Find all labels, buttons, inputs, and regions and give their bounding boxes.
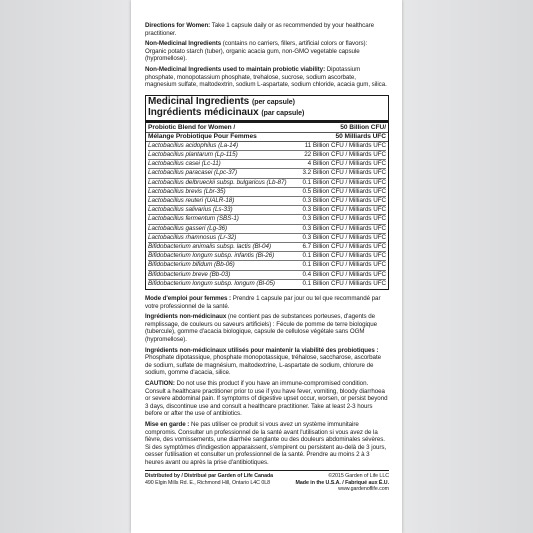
directions-fr-text: Prendre 1 capsule par jour ou tel que recommandé par votre professionnel de la santé. bbox=[145, 295, 381, 310]
non-medicinal-viability-en-label: Non-Medicinal Ingredients used to maintain probiotic viability: bbox=[145, 65, 326, 73]
blend-fr: Mélange Probiotique Pour Femmes bbox=[148, 132, 257, 140]
non-medicinal-viability-fr-label: Ingrédients non-médicinaux utilisés pour maintenir la viabilité des probiotiques : bbox=[145, 346, 379, 354]
ingredient-name: Lactobacillus acidophilus (La-14) bbox=[148, 141, 239, 149]
ingredient-amount: 0.3 Billion CFU / Milliards UFC bbox=[302, 215, 386, 223]
non-medicinal-en bbox=[145, 40, 389, 63]
directions-en bbox=[145, 22, 389, 37]
ingredient-amount: 0.1 Billion CFU / Milliards UFC bbox=[302, 178, 386, 186]
caution-fr-text: Ne pas utiliser ce produit si vous avez un système immunitaire compromis. Consulter un professionnel de la santé avant l'utilisation si vous avez de la fièvre, des vomissements, une diarrhée sanglante ou des douleurs abdominales sévères. Si des symptômes d'indigestion apparaissent, s'empirent ou persistent au-delà de 3 jours, cesser l'utilisation et consulter un professionnel de la santé. Prendre au moins 2 à 3 heures avant ou après la prise d'antibiotiques. bbox=[145, 420, 387, 466]
ingredient-amount: 0.3 Billion CFU / Milliards UFC bbox=[302, 224, 386, 232]
ingredient-row bbox=[148, 205, 386, 214]
ingredient-amount: 0.3 Billion CFU / Milliards UFC bbox=[302, 233, 386, 241]
caution-en-text: Do not use this product if you have an immune-compromised condition. Consult a healthcare practitioner prior to use if you have fever, vomiting, bloody diarrhoea or severe abdominal pain. If symptoms of digestive upset occur, worsen, or persist beyond 3 days, discontinue use and consult a healthcare practitioner. Take at least 2-3 hours before or after the use of antibiotics. bbox=[145, 379, 388, 418]
ingredient-amount: 0.4 Billion CFU / Milliards UFC bbox=[302, 270, 386, 278]
panel-thick-rule bbox=[146, 120, 388, 123]
caution-en-label: CAUTION: bbox=[145, 379, 175, 387]
blend-fr-amount: 50 Milliards UFC bbox=[335, 132, 386, 140]
distributor-address: 490 Elgin Mills Rd. E., Richmond Hill, Ontario L4C 0L8 bbox=[145, 479, 271, 486]
ingredient-name: Lactobacillus plantarum (Lp-115) bbox=[148, 150, 238, 158]
copyright: ©2015 Garden of Life LLC bbox=[328, 473, 389, 480]
blend-en-amount: 50 Billion CFU/ bbox=[340, 123, 386, 131]
distributed-by: Distributed by / Distribué par Garden of Life Canada bbox=[145, 473, 274, 480]
ingredient-name: Bifidobacterium breve (Bb-03) bbox=[148, 270, 231, 278]
ingredient-amount: 0.1 Billion CFU / Milliards UFC bbox=[302, 252, 386, 260]
ingredient-name: Lactobacillus rhamnosus (Lr-32) bbox=[148, 233, 237, 241]
ingredient-row bbox=[148, 150, 386, 159]
panel-title-fr-text: Ingrédients médicinaux bbox=[148, 106, 259, 118]
ingredient-amount: 6.7 Billion CFU / Milliards UFC bbox=[302, 242, 386, 250]
ingredient-name: Bifidobacterium animalis subsp. lactis (Bl-04) bbox=[148, 242, 271, 250]
website: www.gardenoflife.com bbox=[338, 486, 389, 493]
blend-en: Probiotic Blend for Women / bbox=[148, 123, 236, 131]
ingredient-row bbox=[148, 279, 386, 288]
ingredient-amount: 11 Billion CFU / Milliards UFC bbox=[304, 141, 386, 149]
ingredient-name: Lactobacillus casei (Lc-11) bbox=[148, 160, 221, 168]
non-medicinal-fr bbox=[145, 313, 389, 343]
panel-title-fr bbox=[148, 108, 386, 119]
non-medicinal-fr-text: (ne contient pas de substances porteuses, d'agents de remplissage, de couleurs ou saveurs artificiels) : Fécule de pomme de terre biologique (tubercule), gomme d'acacia biologique, capsule de cellulose végétale sans OGM (hypromellose). bbox=[145, 313, 377, 343]
ingredient-name: Lactobacillus salivarius (Ls-33) bbox=[148, 206, 233, 214]
caution-fr-label: Mise en garde : bbox=[145, 420, 190, 428]
ingredient-row bbox=[148, 224, 386, 233]
non-medicinal-viability-en bbox=[145, 66, 389, 89]
caution-fr bbox=[145, 421, 389, 467]
ingredient-row bbox=[148, 187, 386, 196]
ingredient-name: Bifidobacterium longum subsp. longum (Bl-05) bbox=[148, 279, 275, 287]
ingredient-row bbox=[148, 196, 386, 205]
ingredient-amount: 3.2 Billion CFU / Milliards UFC bbox=[302, 169, 386, 177]
non-medicinal-viability-fr-text: Phosphate dipotassique, phosphate monopotassique, tréhalose, saccharose, ascorbate de sodium, sulfate de magnésium, maltodextrine, L-aspartate de sodium, chlorure de sodium, gomme d'acacia, silice. bbox=[145, 354, 381, 377]
non-medicinal-en-label: Non-Medicinal Ingredients bbox=[145, 40, 222, 48]
ingredient-row bbox=[148, 214, 386, 223]
ingredient-row bbox=[148, 260, 386, 269]
ingredient-row bbox=[148, 251, 386, 260]
ingredient-amount: 0.3 Billion CFU / Milliards UFC bbox=[302, 196, 386, 204]
ingredient-amount: 22 Billion CFU / Milliards UFC bbox=[304, 150, 386, 158]
non-medicinal-viability-fr bbox=[145, 347, 389, 377]
ingredient-amount: 0.3 Billion CFU / Milliards UFC bbox=[302, 206, 386, 214]
ingredient-row bbox=[148, 270, 386, 279]
non-medicinal-fr-label: Ingrédients non-médicinaux bbox=[145, 313, 227, 321]
blend-row-en bbox=[148, 124, 386, 132]
made-in: Made in the U.S.A. / Fabriqué aux É.U. bbox=[295, 479, 389, 486]
ingredient-name: Lactobacillus paracasei (Lpc-37) bbox=[148, 169, 238, 177]
non-medicinal-en-text: (contains no carriers, fillers, artificial colors or flavors): Organic potato starch (tuber), organic acacia gum, non-GMO vegetable capsule (hypromellose). bbox=[145, 40, 368, 63]
directions-en-text: Take 1 capsule daily or as recommended by your healthcare practitioner. bbox=[145, 22, 374, 37]
footer-row-3 bbox=[145, 486, 389, 492]
ingredient-row bbox=[148, 242, 386, 251]
ingredient-name: Lactobacillus fermentum (SBS-1) bbox=[148, 215, 239, 223]
label-content bbox=[145, 22, 389, 493]
non-medicinal-viability-en-text: Dipotassium phosphate, monopotassium phosphate, trehalose, sucrose, sodium ascorbate, magnesium sulfate, maltodextrin, sodium L-aspartate, sodium chloride, acacia gum, silica. bbox=[145, 65, 387, 89]
directions-fr bbox=[145, 295, 389, 310]
ingredient-amount: 4 Billion CFU / Milliards UFC bbox=[307, 160, 386, 168]
ingredient-row bbox=[148, 168, 386, 177]
ingredient-row bbox=[148, 233, 386, 242]
ingredient-name: Lactobacillus brevis (Lbr-35) bbox=[148, 187, 226, 195]
blend-row-fr bbox=[148, 133, 386, 141]
panel-title-en-text: Medicinal Ingredients bbox=[148, 95, 250, 107]
ingredient-name: Lactobacillus delbrueckii subsp. bulgaricus (Lb-87) bbox=[148, 178, 287, 186]
ingredient-row bbox=[148, 178, 386, 187]
caution-en bbox=[145, 380, 389, 418]
directions-fr-label: Mode d'emploi pour femmes : bbox=[145, 295, 232, 302]
directions-en-label: Directions for Women: bbox=[145, 22, 211, 29]
ingredient-name: Bifidobacterium bifidum (Bb-06) bbox=[148, 261, 235, 269]
ingredient-amount: 0.1 Billion CFU / Milliards UFC bbox=[302, 279, 386, 287]
panel-per-fr: (par capsule) bbox=[261, 109, 305, 117]
ingredient-name: Lactobacillus reuteri (UALR-18) bbox=[148, 196, 235, 204]
ingredient-row bbox=[148, 142, 386, 150]
ingredient-list bbox=[148, 142, 386, 288]
medicinal-ingredients-panel bbox=[145, 95, 389, 290]
ingredient-amount: 0.1 Billion CFU / Milliards UFC bbox=[302, 261, 386, 269]
panel-per-en: (per capsule) bbox=[251, 98, 295, 106]
ingredient-name: Bifidobacterium longum subsp. infantis (Bi-26) bbox=[148, 252, 275, 260]
product-label-panel bbox=[131, 0, 402, 533]
ingredient-row bbox=[148, 159, 386, 168]
ingredient-amount: 0.5 Billion CFU / Milliards UFC bbox=[302, 187, 386, 195]
footer bbox=[145, 470, 389, 492]
ingredient-name: Lactobacillus gasseri (Lg-36) bbox=[148, 224, 228, 232]
